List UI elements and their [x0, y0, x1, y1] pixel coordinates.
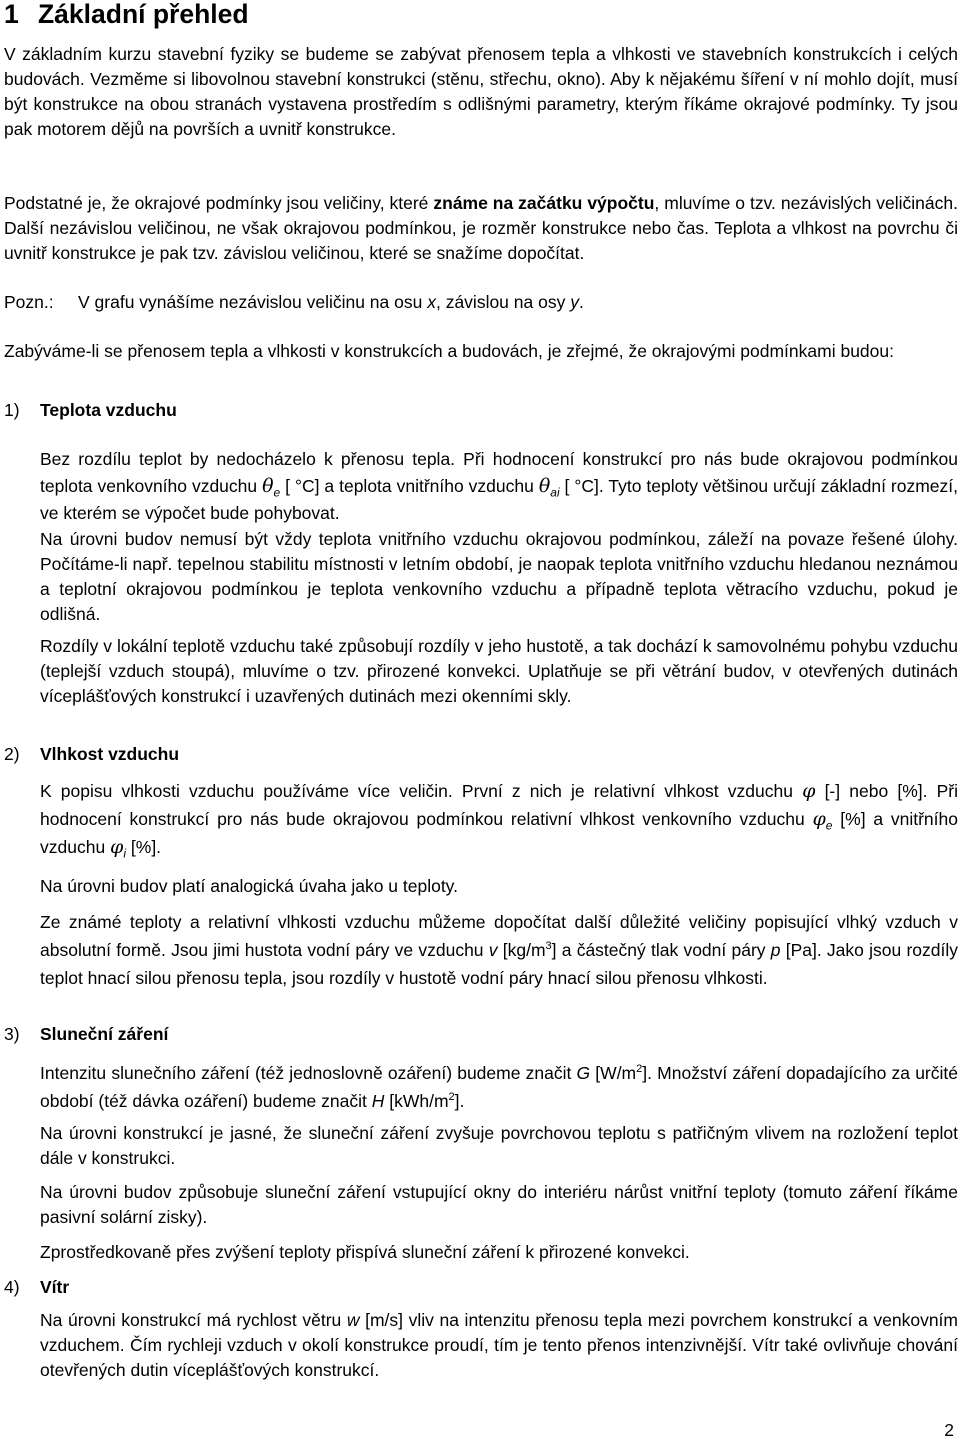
phi-symbol: φ — [812, 808, 826, 830]
note-label: Pozn.: — [4, 292, 54, 312]
s4-paragraph-1: Na úrovni konstrukcí má rychlost větru w [m/s] vliv na intenzitu přenosu tepla mezi povrchem konstrukcí a venkovním vzduchem. Čím rychleji vzduch v okolí konstrukce proudí, tím je tento přenos intenzivnější. Vítr také ovlivňuje chování otevřených dutin víceplášťových konstrukcí. — [40, 1310, 958, 1380]
chapter-title: Základní přehled — [38, 0, 249, 29]
section-heading-vitr: 4) Vítr — [4, 1277, 70, 1297]
theta-symbol: θ — [262, 475, 274, 497]
s3-paragraph-3: Na úrovni budov způsobuje sluneční záření vstupující okny do interiéru nárůst vnitřní teploty (tomuto záření říkáme pasivní solární zisky). — [40, 1182, 958, 1227]
page-number: 2 — [944, 1420, 954, 1440]
chapter-number: 1 — [4, 0, 19, 29]
intro-paragraph-3: Zabýváme-li se přenosem tepla a vlhkosti v konstrukcích a budovách, je zřejmé, že okrajovými podmínkami budou: — [4, 341, 894, 361]
emphasis-text: známe na začátku výpočtu — [433, 193, 655, 213]
s2-paragraph-2: Na úrovni budov platí analogická úvaha jako u teploty. — [40, 876, 459, 896]
s1-paragraph-3: Rozdíly v lokální teplotě vzduchu také způsobují rozdíly v jeho hustotě, a tak dochází k samovolnému pohybu vzduchu (teplejší vzduch stoupá), mluvíme o tzv. přirozené konvekci. Uplatňuje se při větrání budov, v otevřených dutinách víceplášťových konstrukcí i uzavřených dutinách mezi okenními skly. — [40, 636, 958, 706]
s2-paragraph-1: K popisu vlhkosti vzduchu používáme více veličin. První z nich je relativní vlhkost vzduchu φ [-] nebo [%]. Při hodnocení konstrukcí pro nás bude okrajovou podmínkou relativní vlhkost venkovního vzduchu $\varphi_e$ [%] a vnitřního vzduchu $\varphi_i$ [%]. — [40, 780, 958, 861]
section-heading-vlhkost: 2) Vlhkost vzduchu — [4, 744, 180, 764]
s1-paragraph-1: Bez rozdílu teplot by nedocházelo k přenosu tepla. Při hodnocení konstrukcí pro nás bude okrajovou podmínkou teplota venkovního vzduchu $\theta_e$ [ °C] a teplota vnitřního vzduchu $\theta_{ai}$ [ °C]. Tyto teploty většinou určují základní rozmezí, ve kterém se výpočet bude pohybovat. — [40, 449, 958, 523]
s2-paragraph-3: Ze známé teploty a relativní vlhkosti vzduchu můžeme dopočítat další důležité veličiny popisující vlhký vzduch v absolutní formě. Jsou jimi hustota vodní páry ve vzduchu v $[kg/m^3]$ a částečný tlak vodní páry p [Pa]. Jako jsou rozdíly teplot hnací silou přenosu tepla, jsou rozdíly v hustotě vodní páry hnací silou přenosu vlhkosti. — [40, 912, 958, 988]
s3-paragraph-2: Na úrovni konstrukcí je jasné, že sluneční záření zvyšuje povrchovou teplotu s patřičným vlivem na rozložení teplot dále v konstrukci. — [40, 1123, 958, 1168]
s1-paragraph-2: Na úrovni budov nemusí být vždy teplota vnitřního vzduchu okrajovou podmínkou, záleží na povaze řešené úlohy. Počítáme-li např. tepelnou stabilitu místnosti v letním období, je naopak teplota vnitřního vzduchu hledanou neznámou a teplotní okrajovou podmínkou je teplota venkovního vzduchu a případně teplota větracího vzduchu, pokud je odlišná. — [40, 529, 958, 624]
s3-paragraph-4: Zprostředkovaně přes zvýšení teploty přispívá sluneční záření k přirozené konvekci. — [40, 1242, 690, 1262]
s3-paragraph-1: Intenzitu slunečního záření (též jednoslovně ozáření) budeme značit G $[W/m^2]$. Množství záření dopadajícího za určité období (též dávka ozáření) budeme značit H $[kWh/m^2]$. — [40, 1063, 958, 1111]
chapter-heading — [4, 0, 249, 31]
intro-paragraph-1: V základním kurzu stavební fyziky se budeme se zabývat přenosem tepla a vlhkosti ve stavebních konstrukcích i celých budovách. Vezměme si libovolnou stavební konstrukci (stěnu, střechu, okno). Aby k nějakému šíření v ní mohlo dojít, musí být konstrukce na obou stranách vystavena prostředím s odlišnými parametry, kterým říkáme okrajové podmínky. Ty jsou pak motorem dějů na površích a uvnitř konstrukce. — [4, 44, 958, 139]
section-heading-zareni: 3) Sluneční záření — [4, 1024, 169, 1044]
phi-symbol: φ — [802, 780, 816, 802]
intro-paragraph-2: Podstatné je, že okrajové podmínky jsou veličiny, které známe na začátku výpočtu, mluvíme o tzv. nezávislých veličinách. Další nezávislou veličinou, ne však okrajovou podmínkou, je rozměr konstrukce nebo čas. Teplota a vlhkost na povrchu či uvnitř konstrukce je pak tzv. závislou veličinou, které se snažíme dopočítat. — [4, 193, 958, 263]
note: Pozn.: V grafu vynášíme nezávislou veličinu na osu x, závislou na osy y. — [4, 290, 584, 315]
section-heading-teplota: 1) Teplota vzduchu — [4, 400, 177, 420]
theta-symbol: θ — [538, 475, 551, 497]
phi-symbol: φ — [110, 836, 124, 858]
